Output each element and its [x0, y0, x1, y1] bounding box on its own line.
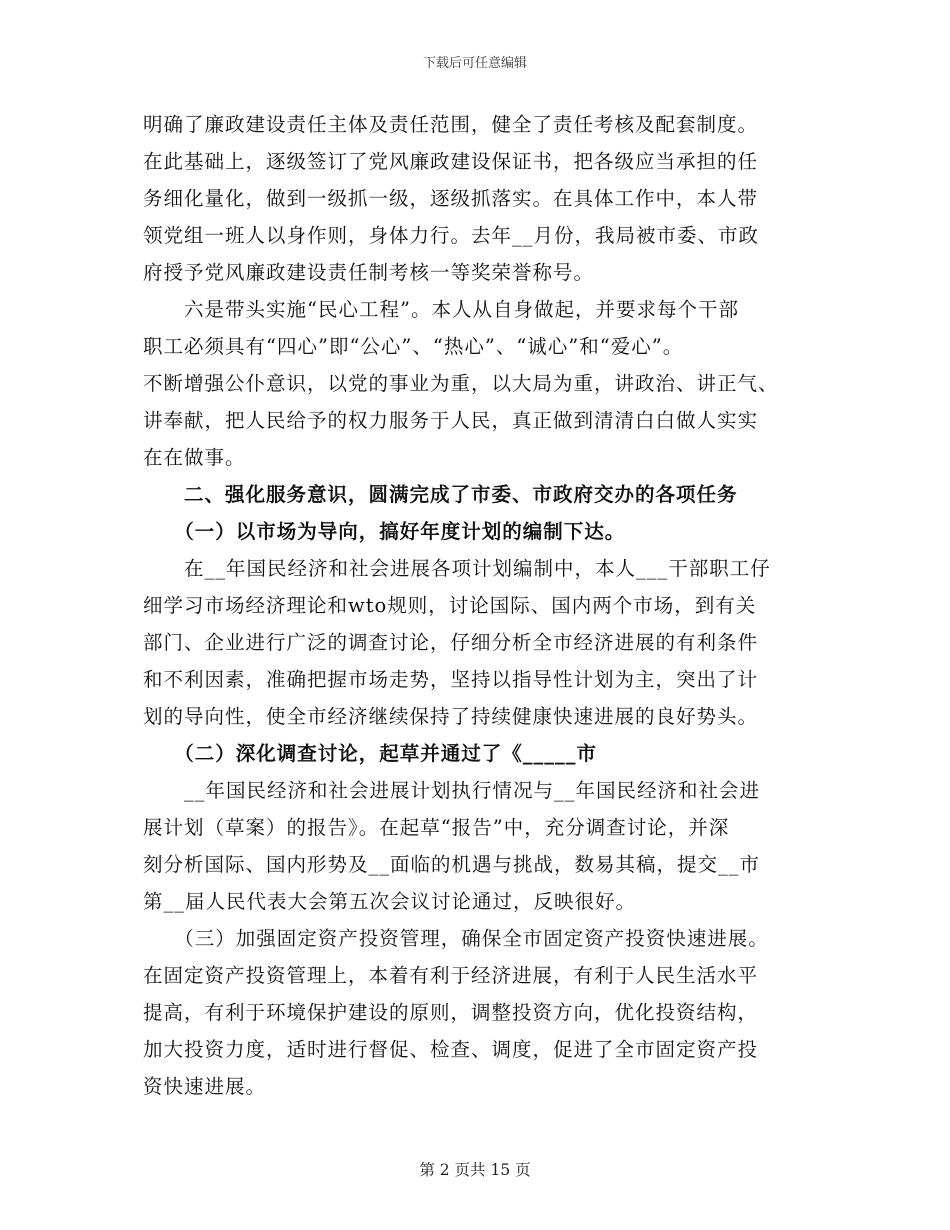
text-line: 职工必须具有“四心”即“公心”、“热心”、“诚心”和“爱心”。 [143, 335, 684, 358]
text-line: 府授予党风廉政建设责任制考核一等奖荣誉称号。 [143, 261, 595, 284]
text-line: 刻分析国际、国内形势及__面临的机遇与挑战，数易其稿，提交__市 [143, 853, 761, 876]
text-line: 务细化量化，做到一级抓一级，逐级抓落实。在具体工作中，本人带 [143, 187, 759, 210]
text-line: 领党组一班人以身作则，身体力行。去年__月份，我局被市委、市政 [143, 224, 760, 247]
heading-line: （二）深化调查讨论，起草并通过了《_____市 [143, 742, 598, 765]
page-header: 下载后可任意编辑 [422, 56, 527, 71]
text-line: 在在做事。 [143, 446, 246, 469]
text-line: 讲奉献，把人民给予的权力服务于人民，真正做到清清白白做人实实 [143, 409, 759, 432]
heading-line: 二、强化服务意识，圆满完成了市委、市政府交办的各项任务 [143, 483, 738, 506]
text-line: 展计划（草案）的报告》。在起草“报告”中，充分调查讨论，并深 [143, 816, 730, 839]
text-line: 加大投资力度，适时进行督促、检查、调度，促进了全市固定资产投 [143, 1038, 759, 1061]
document-body [143, 106, 813, 1105]
text-line: 六是带头实施“民心工程”。本人从自身做起，并要求每个干部 [143, 298, 739, 321]
text-line: 不断增强公仆意识，以党的事业为重，以大局为重，讲政治、讲正气、 [143, 372, 779, 395]
text-line: 第__届人民代表大会第五次会议讨论通过，反映很好。 [143, 890, 637, 913]
text-line: 在此基础上，逐级签订了党风廉政建设保证书，把各级应当承担的任 [143, 150, 759, 173]
text-line: （三）加强固定资产投资管理，确保全市固定资产投资快速进展。 [143, 927, 769, 950]
text-line: 明确了廉政建设责任主体及责任范围，健全了责任考核及配套制度。 [143, 113, 759, 136]
page-footer: 第 2 页共 15 页 [419, 1161, 531, 1179]
text-line: 资快速进展。 [143, 1075, 267, 1098]
text-line: __年国民经济和社会进展计划执行情况与__年国民经济和社会进 [143, 779, 761, 802]
text-line: 和不利因素，准确把握市场走势，坚持以指导性计划为主，突出了计 [143, 668, 759, 691]
text-line: 部门、企业进行广泛的调查讨论，仔细分析全市经济进展的有利条件 [143, 631, 759, 654]
text-line: 在__年国民经济和社会进展各项计划编制中，本人___干部职工仔 [143, 557, 771, 580]
text-line: 细学习市场经济理论和wto规则，讨论国际、国内两个市场，到有关 [143, 594, 757, 617]
text-line: 划的导向性，使全市经济继续保持了持续健康快速进展的良好势头。 [143, 705, 759, 728]
heading-line: （一）以市场为导向，搞好年度计划的编制下达。 [143, 520, 626, 543]
text-line: 在固定资产投资管理上，本着有利于经济进展，有利于人民生活水平 [143, 964, 759, 987]
text-line: 提高，有利于环境保护建设的原则，调整投资方向，优化投资结构， [143, 1001, 759, 1024]
